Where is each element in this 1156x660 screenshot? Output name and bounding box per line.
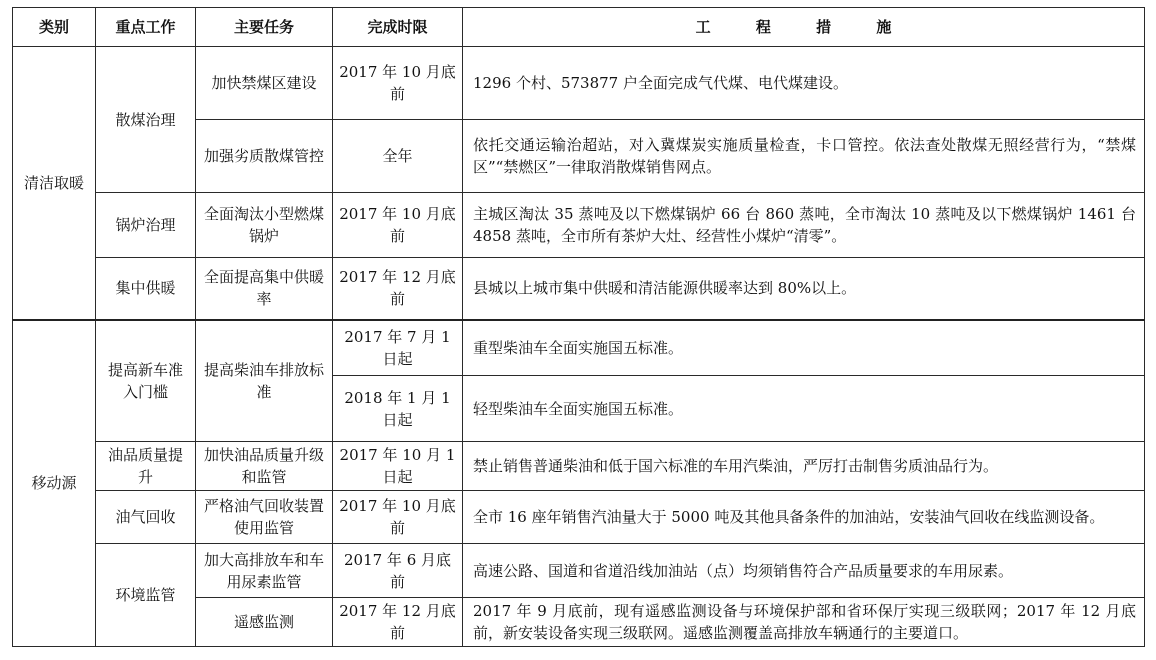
task-cell: 加强劣质散煤管控 [196, 120, 333, 193]
header-row [13, 8, 1145, 47]
key-work-cell: 集中供暖 [96, 258, 196, 320]
category-cell: 清洁取暖 [13, 47, 96, 320]
measure-cell: 轻型柴油车全面实施国五标准。 [463, 376, 1145, 442]
measure-cell: 禁止销售普通柴油和低于国六标准的车用汽柴油，严厉打击制售劣质油品行为。 [463, 442, 1145, 491]
category-cell: 移动源 [13, 320, 96, 647]
table-row [13, 47, 1145, 120]
task-cell: 加大高排放车和车用尿素监管 [196, 544, 333, 598]
task-cell: 严格油气回收装置使用监管 [196, 491, 333, 544]
header-deadline: 完成时限 [333, 8, 463, 47]
measure-cell: 县城以上城市集中供暖和清洁能源供暖率达到 80%以上。 [463, 258, 1145, 320]
measure-cell: 高速公路、国道和省道沿线加油站（点）均须销售符合产品质量要求的车用尿素。 [463, 544, 1145, 598]
header-measures: 工 程 措 施 [463, 8, 1145, 47]
task-cell: 加快禁煤区建设 [196, 47, 333, 120]
key-work-cell: 油气回收 [96, 491, 196, 544]
header-key-work: 重点工作 [96, 8, 196, 47]
measure-cell: 2017 年 9 月底前，现有遥感监测设备与环境保护部和省环保厅实现三级联网；2017 年 12 月底前，新安装设备实现三级联网。遥感监测覆盖高排放车辆通行的主要道口。 [463, 598, 1145, 647]
task-cell: 加快油品质量升级和监管 [196, 442, 333, 491]
key-work-cell: 提高新车准入门槛 [96, 320, 196, 442]
deadline-cell: 2017 年 7 月 1 日起 [333, 320, 463, 376]
deadline-cell: 全年 [333, 120, 463, 193]
key-work-cell: 散煤治理 [96, 47, 196, 193]
deadline-cell: 2017 年 12 月底前 [333, 598, 463, 647]
measure-cell: 1296 个村、573877 户全面完成气代煤、电代煤建设。 [463, 47, 1145, 120]
task-cell: 全面提高集中供暖率 [196, 258, 333, 320]
deadline-cell: 2018 年 1 月 1 日起 [333, 376, 463, 442]
measure-cell: 全市 16 座年销售汽油量大于 5000 吨及其他具备条件的加油站，安装油气回收在线监测设备。 [463, 491, 1145, 544]
measure-cell: 依托交通运输治超站，对入冀煤炭实施质量检查，卡口管控。依法查处散煤无照经营行为，“禁煤区”“禁燃区”一律取消散煤销售网点。 [463, 120, 1145, 193]
deadline-cell: 2017 年 12 月底前 [333, 258, 463, 320]
key-work-cell: 油品质量提升 [96, 442, 196, 491]
key-work-cell: 锅炉治理 [96, 193, 196, 258]
deadline-cell: 2017 年 10 月底前 [333, 491, 463, 544]
deadline-cell: 2017 年 10 月底前 [333, 193, 463, 258]
table-row [13, 491, 1145, 544]
task-cell: 全面淘汰小型燃煤锅炉 [196, 193, 333, 258]
header-category: 类别 [13, 8, 96, 47]
key-work-cell: 环境监管 [96, 544, 196, 647]
measure-cell: 重型柴油车全面实施国五标准。 [463, 320, 1145, 376]
deadline-cell: 2017 年 6 月底前 [333, 544, 463, 598]
table-row [13, 320, 1145, 376]
table-row [13, 442, 1145, 491]
table-row [13, 258, 1145, 320]
task-cell: 遥感监测 [196, 598, 333, 647]
header-main-task: 主要任务 [196, 8, 333, 47]
deadline-cell: 2017 年 10 月 1 日起 [333, 442, 463, 491]
table-row [13, 544, 1145, 598]
table-row [13, 193, 1145, 258]
measure-cell: 主城区淘汰 35 蒸吨及以下燃煤锅炉 66 台 860 蒸吨，全市淘汰 10 蒸吨及以下燃煤锅炉 1461 台 4858 蒸吨，全市所有茶炉大灶、经营性小煤炉“清零”。 [463, 193, 1145, 258]
deadline-cell: 2017 年 10 月底前 [333, 47, 463, 120]
task-cell: 提高柴油车排放标准 [196, 320, 333, 442]
measures-table [12, 7, 1145, 647]
